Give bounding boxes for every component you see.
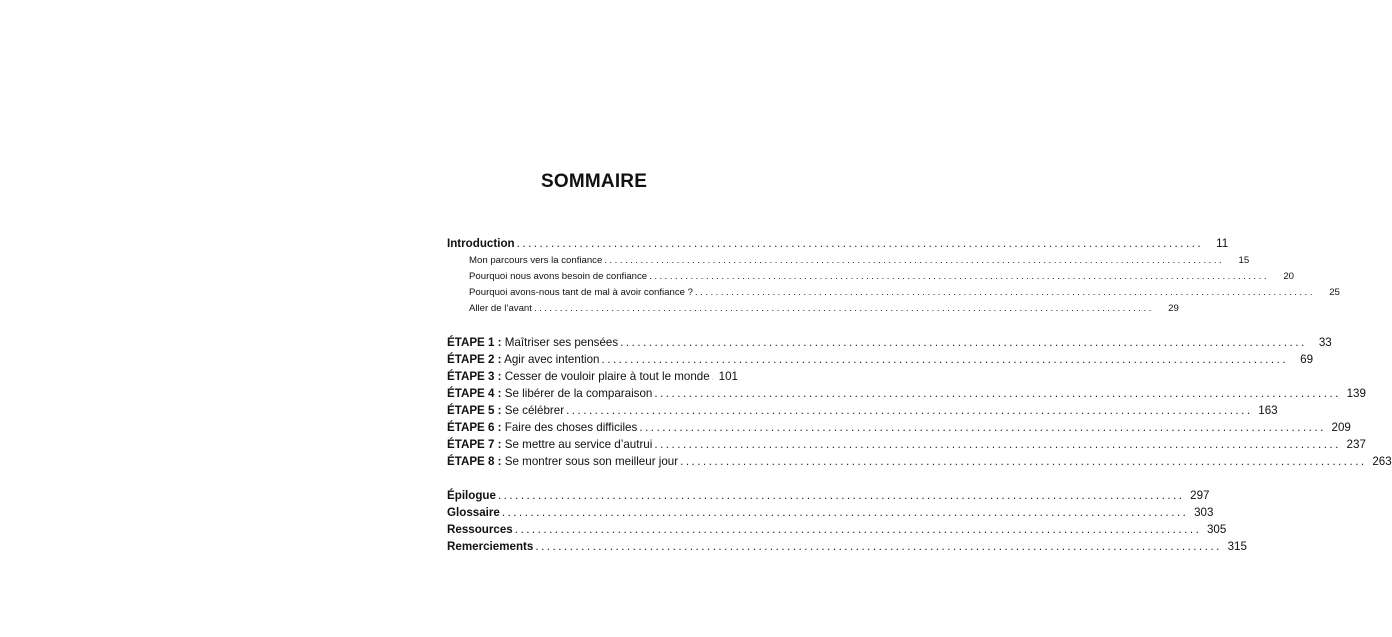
toc-entry-bold-label: Remerciements <box>447 540 534 553</box>
dot-leader <box>712 368 713 385</box>
toc-entry-etape-8[interactable] <box>447 453 1392 470</box>
toc-entry-label <box>447 368 710 385</box>
toc-page-number: 33 <box>1318 336 1332 349</box>
dot-leader: ........................................................................................................................ <box>654 387 1341 400</box>
toc-entry-label <box>447 334 618 351</box>
toc-subentry-mon-parcours[interactable] <box>447 253 1250 269</box>
toc-entry-etape-3[interactable] <box>447 368 738 385</box>
toc-entry-label <box>447 351 600 368</box>
toc-entry-label <box>447 419 637 436</box>
toc-entry-etape-5[interactable] <box>447 402 1278 419</box>
toc-page-number: 139 <box>1346 387 1366 400</box>
dot-leader: ........................................................................................................................ <box>654 438 1341 451</box>
toc-entry-label <box>447 402 564 419</box>
toc-entry-remerciements[interactable] <box>447 538 1247 555</box>
dot-leader: ........................................................................................................................ <box>620 336 1307 349</box>
dot-leader: ........................................................................................................................ <box>535 540 1222 553</box>
dot-leader: ........................................................................................................................ <box>533 303 1154 314</box>
toc-entry-label <box>447 453 678 470</box>
toc-entry-text: Maîtriser ses pensées <box>501 336 619 349</box>
toc-entry-etape-1[interactable] <box>447 334 1332 351</box>
toc-entry-label <box>447 436 652 453</box>
toc-entry-text: Se montrer sous son meilleur jour <box>501 455 679 468</box>
toc-page-number: 303 <box>1194 506 1214 519</box>
toc-entry-text: Se libérer de la comparaison <box>501 387 653 400</box>
toc-entry-label <box>447 235 515 252</box>
dot-leader: ........................................................................................................................ <box>680 455 1367 468</box>
toc-entry-bold-label: Introduction <box>447 237 515 250</box>
toc-entry-text: Faire des choses difficiles <box>501 421 638 434</box>
toc-page-number: 11 <box>1216 237 1229 250</box>
toc-entry-ressources[interactable] <box>447 521 1227 538</box>
toc-entry-bold-label: ÉTAPE 8 : <box>447 455 502 468</box>
toc-entry-bold-label: ÉTAPE 3 : <box>447 370 502 383</box>
dot-leader: ........................................................................................................................ <box>497 489 1185 502</box>
toc-entry-glossaire[interactable] <box>447 504 1214 521</box>
toc-entry-bold-label: ÉTAPE 5 : <box>447 404 502 417</box>
toc-subentry-aller-de-lavant[interactable] <box>447 301 1179 317</box>
dot-leader: ........................................................................................................................ <box>601 353 1289 366</box>
toc-entry-text: Agir avec intention <box>501 353 600 366</box>
toc-entry-label <box>447 385 652 402</box>
toc-entry-etape-2[interactable] <box>447 351 1314 368</box>
toc-entry-bold-label: ÉTAPE 1 : <box>447 336 502 349</box>
table-of-contents <box>447 235 1392 555</box>
dot-leader: ........................................................................................................................ <box>695 287 1315 298</box>
toc-entry-label <box>447 538 533 555</box>
toc-page-number: 101 <box>718 370 738 383</box>
toc-entry-bold-label: Glossaire <box>447 506 500 519</box>
toc-entry-bold-label: ÉTAPE 4 : <box>447 387 502 400</box>
toc-entry-label <box>447 487 496 504</box>
toc-entry-label <box>447 521 513 538</box>
toc-page-number: 263 <box>1372 455 1392 468</box>
toc-page-number: 25 <box>1329 287 1340 298</box>
page-title: SOMMAIRE <box>541 171 648 192</box>
toc-entry-bold-label: Épilogue <box>447 489 496 502</box>
toc-entry-bold-label: ÉTAPE 6 : <box>447 421 502 434</box>
toc-subentry-besoin-de-confiance[interactable] <box>447 269 1295 285</box>
toc-entry-text: Aller de l’avant <box>469 303 532 314</box>
toc-entry-bold-label: ÉTAPE 2 : <box>447 353 502 366</box>
toc-entry-text: Cesser de vouloir plaire à tout le monde <box>501 370 710 383</box>
dot-leader: ........................................................................................................................ <box>501 506 1189 519</box>
toc-page-number: 163 <box>1258 404 1278 417</box>
toc-subentry-tant-de-mal[interactable] <box>447 285 1340 301</box>
toc-page-number: 20 <box>1283 271 1295 282</box>
toc-entry-text: Pourquoi nous avons besoin de confiance <box>469 271 648 282</box>
toc-page-number: 29 <box>1168 303 1179 314</box>
toc-entry-text: Se célébrer <box>501 404 565 417</box>
toc-page-number: 297 <box>1190 489 1210 502</box>
dot-leader: ........................................................................................................................ <box>649 271 1270 282</box>
toc-page-number: 15 <box>1238 255 1250 266</box>
toc-entry-text: Pourquoi avons-nous tant de mal à avoir confiance ? <box>469 287 693 298</box>
toc-entry-etape-6[interactable] <box>447 419 1351 436</box>
toc-entry-introduction[interactable] <box>447 235 1229 252</box>
dot-leader: ........................................................................................................................ <box>516 237 1204 250</box>
toc-page-number: 305 <box>1206 523 1227 536</box>
toc-entry-epilogue[interactable] <box>447 487 1210 504</box>
dot-leader: ........................................................................................................................ <box>566 404 1253 417</box>
toc-page-number: 315 <box>1227 540 1247 553</box>
toc-entry-etape-4[interactable] <box>447 385 1366 402</box>
toc-entry-etape-7[interactable] <box>447 436 1366 453</box>
toc-page-number: 69 <box>1300 353 1314 366</box>
toc-entry-text: Mon parcours vers la confiance <box>469 255 603 266</box>
toc-entry-bold-label: ÉTAPE 7 : <box>447 438 502 451</box>
toc-entry-bold-label: Ressources <box>447 523 513 536</box>
dot-leader: ........................................................................................................................ <box>514 523 1202 536</box>
toc-entry-text: Se mettre au service d’autrui <box>501 438 653 451</box>
dot-leader: ........................................................................................................................ <box>604 255 1225 266</box>
toc-page-number: 237 <box>1346 438 1366 451</box>
dot-leader: ........................................................................................................................ <box>639 421 1326 434</box>
toc-entry-label <box>447 504 500 521</box>
toc-page-number: 209 <box>1331 421 1351 434</box>
